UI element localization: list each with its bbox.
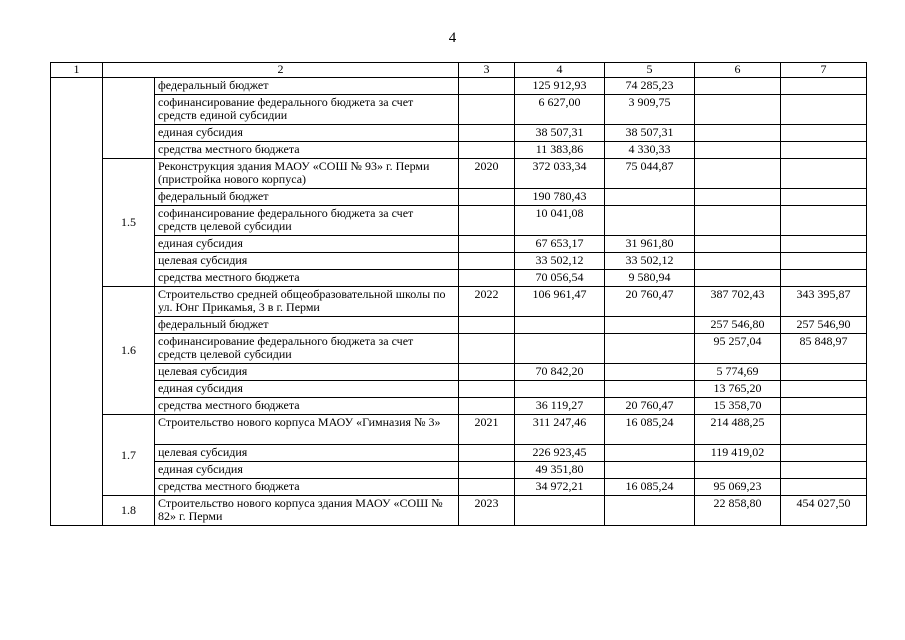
table-row xyxy=(51,415,867,445)
row-value-4: 6 627,00 xyxy=(515,95,605,125)
row-name: средства местного бюджета xyxy=(155,479,459,496)
table-row xyxy=(51,206,867,236)
header-cell-4: 4 xyxy=(515,63,605,78)
row-value-7 xyxy=(781,270,867,287)
row-value-7: 85 848,97 xyxy=(781,334,867,364)
row-year xyxy=(459,125,515,142)
row-value-7 xyxy=(781,462,867,479)
row-year xyxy=(459,479,515,496)
row-value-5 xyxy=(605,445,695,462)
row-year xyxy=(459,462,515,479)
row-value-6 xyxy=(695,95,781,125)
row-value-7 xyxy=(781,236,867,253)
row-value-7 xyxy=(781,189,867,206)
table-row xyxy=(51,270,867,287)
row-value-6 xyxy=(695,189,781,206)
row-name: единая субсидия xyxy=(155,125,459,142)
budget-table xyxy=(50,62,867,526)
table-row xyxy=(51,496,867,526)
row-value-6 xyxy=(695,270,781,287)
row-value-6: 257 546,80 xyxy=(695,317,781,334)
item-number: 1.6 xyxy=(103,287,155,415)
row-value-7 xyxy=(781,78,867,95)
row-year xyxy=(459,253,515,270)
row-value-5 xyxy=(605,317,695,334)
row-value-5: 3 909,75 xyxy=(605,95,695,125)
table-row xyxy=(51,287,867,317)
row-name: Строительство средней общеобразовательной школы по ул. Юнг Прикамья, 3 в г. Перми xyxy=(155,287,459,317)
row-value-4: 38 507,31 xyxy=(515,125,605,142)
row-value-5: 20 760,47 xyxy=(605,287,695,317)
row-name: Строительство нового корпуса МАОУ «Гимназия № 3» xyxy=(155,415,459,445)
row-value-5: 9 580,94 xyxy=(605,270,695,287)
row-year xyxy=(459,95,515,125)
table-row xyxy=(51,189,867,206)
table-row xyxy=(51,479,867,496)
row-year xyxy=(459,206,515,236)
row-value-4: 34 972,21 xyxy=(515,479,605,496)
table-row xyxy=(51,381,867,398)
row-value-4 xyxy=(515,496,605,526)
row-year xyxy=(459,189,515,206)
row-value-7 xyxy=(781,364,867,381)
row-value-6: 214 488,25 xyxy=(695,415,781,445)
row-value-6: 5 774,69 xyxy=(695,364,781,381)
row-value-7 xyxy=(781,125,867,142)
row-value-5 xyxy=(605,364,695,381)
row-year xyxy=(459,236,515,253)
row-value-6 xyxy=(695,142,781,159)
row-value-6: 387 702,43 xyxy=(695,287,781,317)
row-value-4 xyxy=(515,381,605,398)
row-name: целевая субсидия xyxy=(155,253,459,270)
row-value-7 xyxy=(781,381,867,398)
row-value-7: 257 546,90 xyxy=(781,317,867,334)
table-row xyxy=(51,445,867,462)
header-row xyxy=(51,63,867,78)
row-year: 2023 xyxy=(459,496,515,526)
row-value-7 xyxy=(781,95,867,125)
row-value-5 xyxy=(605,189,695,206)
row-year xyxy=(459,445,515,462)
table-row xyxy=(51,334,867,364)
row-name: федеральный бюджет xyxy=(155,317,459,334)
row-year xyxy=(459,78,515,95)
row-name: целевая субсидия xyxy=(155,445,459,462)
row-value-6 xyxy=(695,462,781,479)
row-name: федеральный бюджет xyxy=(155,189,459,206)
row-value-7 xyxy=(781,142,867,159)
row-value-4: 70 056,54 xyxy=(515,270,605,287)
row-value-5: 16 085,24 xyxy=(605,415,695,445)
header-cell-5: 5 xyxy=(605,63,695,78)
table-row xyxy=(51,253,867,270)
row-value-5: 16 085,24 xyxy=(605,479,695,496)
row-value-6: 15 358,70 xyxy=(695,398,781,415)
row-value-7 xyxy=(781,159,867,189)
row-value-4: 311 247,46 xyxy=(515,415,605,445)
row-value-5 xyxy=(605,462,695,479)
row-value-7 xyxy=(781,445,867,462)
row-value-7: 343 395,87 xyxy=(781,287,867,317)
table-row xyxy=(51,398,867,415)
row-value-6 xyxy=(695,78,781,95)
row-name: единая субсидия xyxy=(155,462,459,479)
row-name: средства местного бюджета xyxy=(155,398,459,415)
row-value-5: 75 044,87 xyxy=(605,159,695,189)
item-number: 1.7 xyxy=(103,415,155,496)
table-row xyxy=(51,462,867,479)
row-value-4: 49 351,80 xyxy=(515,462,605,479)
table-row xyxy=(51,236,867,253)
row-name: софинансирование федерального бюджета за счет средств целевой субсидии xyxy=(155,206,459,236)
row-year xyxy=(459,142,515,159)
row-value-6 xyxy=(695,236,781,253)
item-number xyxy=(103,78,155,159)
row-value-4: 226 923,45 xyxy=(515,445,605,462)
row-name: единая субсидия xyxy=(155,381,459,398)
row-value-4 xyxy=(515,334,605,364)
row-year xyxy=(459,398,515,415)
row-name: целевая субсидия xyxy=(155,364,459,381)
row-year xyxy=(459,381,515,398)
row-value-7: 454 027,50 xyxy=(781,496,867,526)
header-cell-6: 6 xyxy=(695,63,781,78)
row-value-4: 10 041,08 xyxy=(515,206,605,236)
row-value-7 xyxy=(781,206,867,236)
row-name: средства местного бюджета xyxy=(155,142,459,159)
header-cell-2: 2 xyxy=(103,63,459,78)
row-value-4: 33 502,12 xyxy=(515,253,605,270)
row-year xyxy=(459,334,515,364)
row-value-6 xyxy=(695,159,781,189)
row-value-4: 67 653,17 xyxy=(515,236,605,253)
row-value-4: 11 383,86 xyxy=(515,142,605,159)
table-row xyxy=(51,125,867,142)
header-cell-7: 7 xyxy=(781,63,867,78)
row-value-4: 190 780,43 xyxy=(515,189,605,206)
row-year xyxy=(459,317,515,334)
row-value-6 xyxy=(695,125,781,142)
row-year xyxy=(459,364,515,381)
table-row xyxy=(51,95,867,125)
row-value-4: 36 119,27 xyxy=(515,398,605,415)
row-value-6 xyxy=(695,206,781,236)
header-cell-1: 1 xyxy=(51,63,103,78)
row-value-7 xyxy=(781,479,867,496)
row-value-5: 31 961,80 xyxy=(605,236,695,253)
item-number: 1.8 xyxy=(103,496,155,526)
row-value-5 xyxy=(605,206,695,236)
row-value-6: 95 069,23 xyxy=(695,479,781,496)
row-value-4: 106 961,47 xyxy=(515,287,605,317)
page-number: 4 xyxy=(448,30,457,46)
row-value-5 xyxy=(605,334,695,364)
table-row xyxy=(51,159,867,189)
row-value-7 xyxy=(781,253,867,270)
table-row xyxy=(51,317,867,334)
table-row xyxy=(51,142,867,159)
row-value-5: 4 330,33 xyxy=(605,142,695,159)
row-name: Реконструкция здания МАОУ «СОШ № 93» г. Перми (пристройка нового корпуса) xyxy=(155,159,459,189)
row-value-6: 13 765,20 xyxy=(695,381,781,398)
row-value-6 xyxy=(695,253,781,270)
table-row xyxy=(51,364,867,381)
row-value-5: 20 760,47 xyxy=(605,398,695,415)
row-value-4: 70 842,20 xyxy=(515,364,605,381)
row-name: Строительство нового корпуса здания МАОУ «СОШ № 82» г. Перми xyxy=(155,496,459,526)
row-value-4: 372 033,34 xyxy=(515,159,605,189)
row-value-5: 74 285,23 xyxy=(605,78,695,95)
row-value-4: 125 912,93 xyxy=(515,78,605,95)
header-cell-3: 3 xyxy=(459,63,515,78)
row-value-6: 95 257,04 xyxy=(695,334,781,364)
row-value-7 xyxy=(781,415,867,445)
row-value-5 xyxy=(605,381,695,398)
row-year: 2020 xyxy=(459,159,515,189)
row-value-4 xyxy=(515,317,605,334)
row-name: софинансирование федерального бюджета за счет средств единой субсидии xyxy=(155,95,459,125)
row-value-6: 22 858,80 xyxy=(695,496,781,526)
row-name: единая субсидия xyxy=(155,236,459,253)
row-name: софинансирование федерального бюджета за счет средств целевой субсидии xyxy=(155,334,459,364)
row-name: федеральный бюджет xyxy=(155,78,459,95)
row-value-5: 38 507,31 xyxy=(605,125,695,142)
row-year: 2022 xyxy=(459,287,515,317)
table-row xyxy=(51,78,867,95)
column-1-cell xyxy=(51,78,103,526)
row-year: 2021 xyxy=(459,415,515,445)
row-value-5 xyxy=(605,496,695,526)
row-name: средства местного бюджета xyxy=(155,270,459,287)
item-number: 1.5 xyxy=(103,159,155,287)
row-year xyxy=(459,270,515,287)
row-value-7 xyxy=(781,398,867,415)
row-value-5: 33 502,12 xyxy=(605,253,695,270)
row-value-6: 119 419,02 xyxy=(695,445,781,462)
